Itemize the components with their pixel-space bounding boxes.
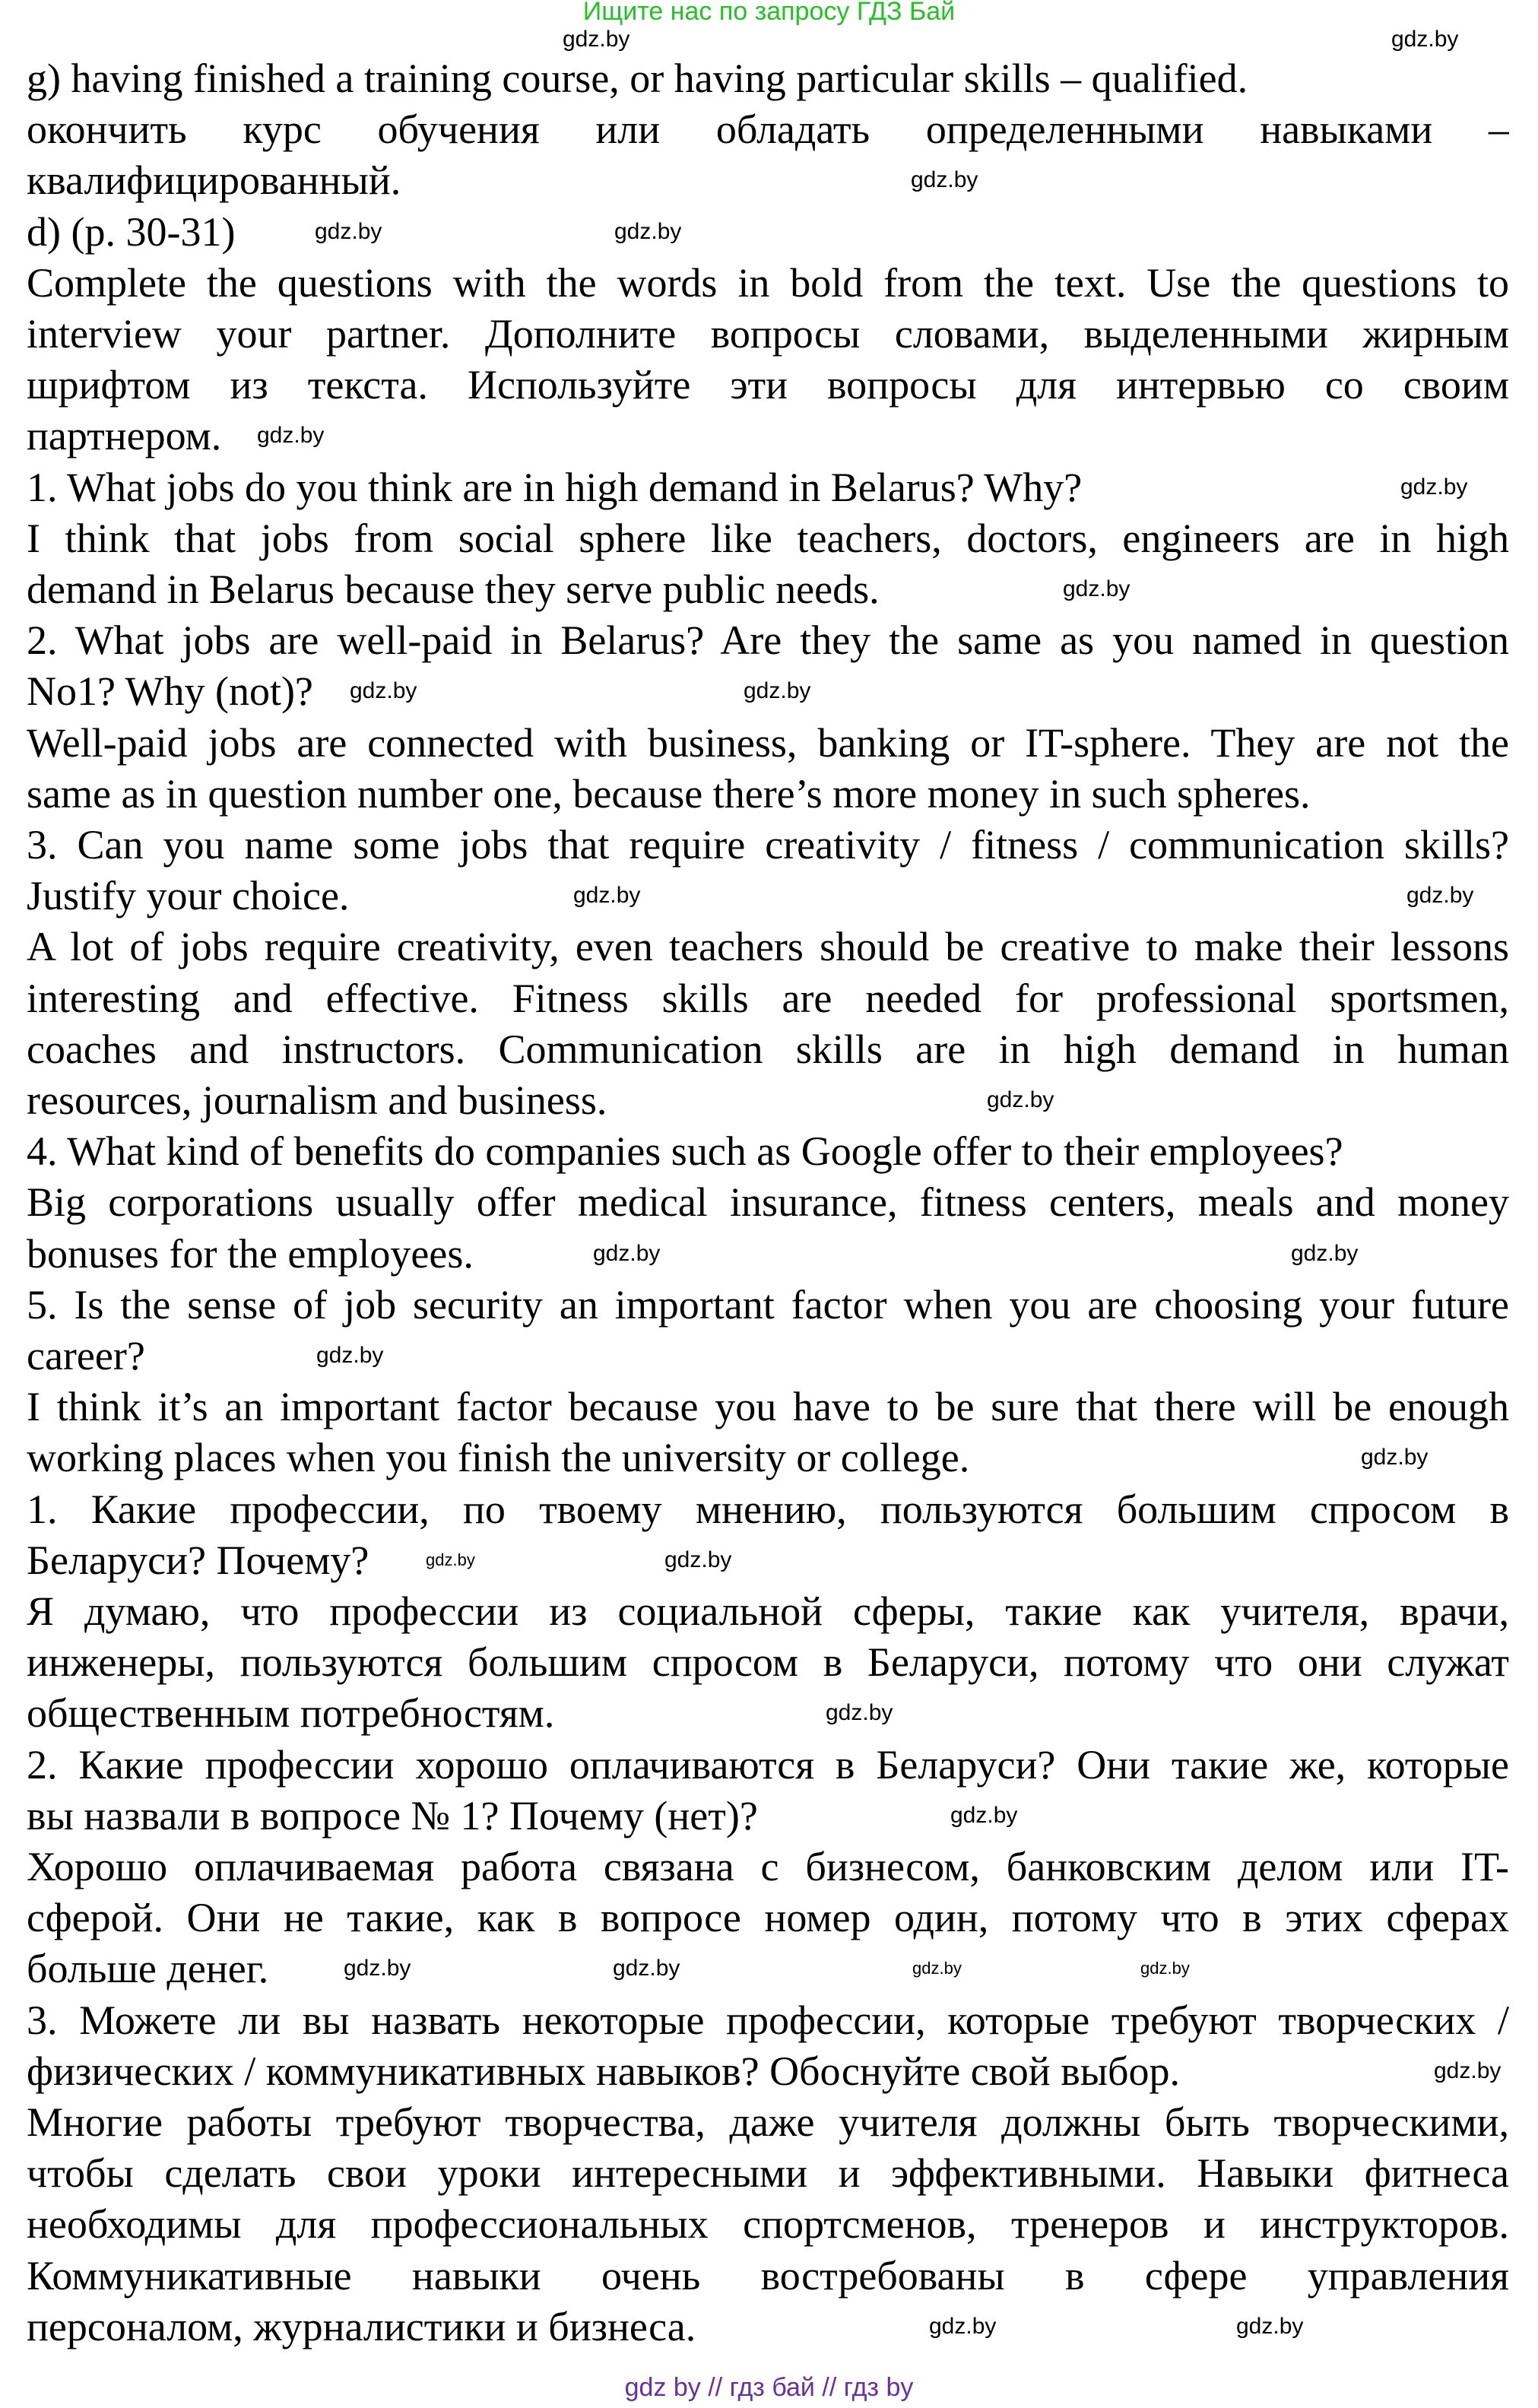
watermark: gdz.by [1063,576,1131,601]
watermark: gdz.by [912,1959,962,1978]
text-line: interview your partner. Дополните вопросы словами, выделенными жирным [27,311,1509,357]
watermark: gdz.by [1406,883,1474,908]
text-line: вы назвали в вопросе № 1? Почему (нет)? [27,1792,758,1839]
watermark: gdz.by [744,678,811,703]
text-line: 1. Какие профессии, по твоему мнению, пользуются большим спросом в [27,1486,1509,1532]
text-line: 3. Можете ли вы назвать некоторые профессии, которые требуют творческих / [27,1997,1509,2043]
text-line: больше денег. [27,1946,269,1992]
text-line: 1. What jobs do you think are in high demand in Belarus? Why? [27,464,1083,510]
text-line: I think that jobs from social sphere like teachers, doctors, engineers are in high [27,515,1509,561]
text-line: Well-paid jobs are connected with business, banking or IT-sphere. They are not the [27,719,1509,766]
text-line: квалифицированный. [27,157,401,204]
text-line: I think it’s an important factor because you have to be sure that there will be enough [27,1384,1509,1430]
text-line: Хорошо оплачиваемая работа связана с бизнесом, банковским делом или IT- [27,1844,1509,1889]
watermark: gdz.by [1140,1959,1190,1978]
text-line: Complete the questions with the words in bold from the text. Use the questions to [27,259,1509,306]
text-line: необходимы для профессиональных спортсменов, тренеров и инструкторов. [27,2201,1509,2248]
watermark: gdz.by [1391,27,1459,52]
watermark: gdz.by [344,1956,411,1981]
text-line: career? [27,1333,145,1378]
watermark: gdz.by [664,1547,732,1572]
text-line: interesting and effective. Fitness skills are needed for professional sportsmen, [27,975,1509,1021]
text-line: same as in question number one, because there’s more money in such spheres. [27,770,1311,817]
watermark: gdz.by [573,883,641,908]
text-line: g) having finished a training course, or having particular skills – qualified. [27,56,1248,101]
text-line: bonuses for the employees. [27,1230,474,1277]
text-line: A lot of jobs require creativity, even teachers should be creative to make their lessons [27,924,1509,970]
watermark: gdz.by [613,1956,680,1981]
text-line: coaches and instructors. Communication skills are in high demand in human [27,1026,1509,1072]
text-line: Многие работы требуют творчества, даже учителя должны быть творческими, [27,2099,1509,2145]
text-line: working places when you finish the university or college. [27,1435,970,1481]
watermark: gdz.by [1291,1241,1359,1266]
watermark: gdz.by [350,678,417,703]
text-line: чтобы сделать свои уроки интересными и эффективными. Навыки фитнеса [27,2150,1509,2197]
text-line: 4. What kind of benefits do companies such as Google offer to their employees? [27,1128,1343,1175]
text-line: окончить курс обучения или обладать определенными навыками – [27,106,1509,153]
text-line: персоналом, журналистики и бизнеса. [27,2303,696,2349]
watermark: gdz.by [929,2314,997,2339]
watermark: gdz.by [315,219,382,244]
watermark: gdz.by [316,1343,384,1368]
text-line: шрифтом из текста. Используйте эти вопросы для интервью со своим [27,362,1509,408]
watermark: gdz.by [1400,474,1468,500]
search-hint-banner: Ищите нас по запросу ГДЗ Бай [582,0,956,26]
watermark: gdz.by [563,27,630,52]
footer-links: gdz by // гдз бай // гдз by [624,2373,914,2402]
text-line: физических / коммуникативных навыков? Обоснуйте свой выбор. [27,2048,1180,2094]
watermark: gdz.by [950,1803,1018,1828]
text-line: No1? Why (not)? [27,668,313,715]
watermark: gdz.by [1236,2314,1304,2339]
watermark: gdz.by [911,167,978,192]
text-line: партнером. [27,413,222,459]
text-line: 5. Is the sense of job security an important factor when you are choosing your future [27,1281,1509,1328]
text-line: инженеры, пользуются большим спросом в Беларуси, потому что они служат [27,1639,1509,1686]
text-line: общественным потребностям. [27,1690,555,1737]
text-line: Justify your choice. [27,873,350,919]
watermark: gdz.by [426,1550,475,1569]
text-line: demand in Belarus because they serve public needs. [27,566,880,612]
watermark: gdz.by [614,219,682,244]
text-line: Беларуси? Почему? [27,1537,369,1583]
text-line: Big corporations usually offer medical insurance, fitness centers, meals and money [27,1179,1509,1226]
watermark: gdz.by [1434,2058,1502,2083]
watermark: gdz.by [1361,1445,1429,1470]
watermark: gdz.by [826,1700,893,1725]
text-line: сферой. Они не такие, как в вопросе номер один, потому что в этих сферах [27,1895,1509,1941]
text-line: Коммуникативные навыки очень востребованы в сфере управления [27,2252,1509,2299]
text-line: 2. What jobs are well-paid in Belarus? Are they the same as you named in question [27,617,1509,664]
watermark: gdz.by [593,1241,661,1266]
text-line: resources, journalism and business. [27,1077,607,1123]
watermark: gdz.by [987,1087,1054,1112]
text-line: Я думаю, что профессии из социальной сферы, такие как учителя, врачи, [27,1588,1509,1634]
text-line: 3. Can you name some jobs that require creativity / fitness / communication skills? [27,822,1509,868]
watermark: gdz.by [257,423,325,448]
text-line: d) (p. 30-31) [27,208,236,255]
text-line: 2. Какие профессии хорошо оплачиваются в Беларуси? Они такие же, которые [27,1741,1509,1788]
